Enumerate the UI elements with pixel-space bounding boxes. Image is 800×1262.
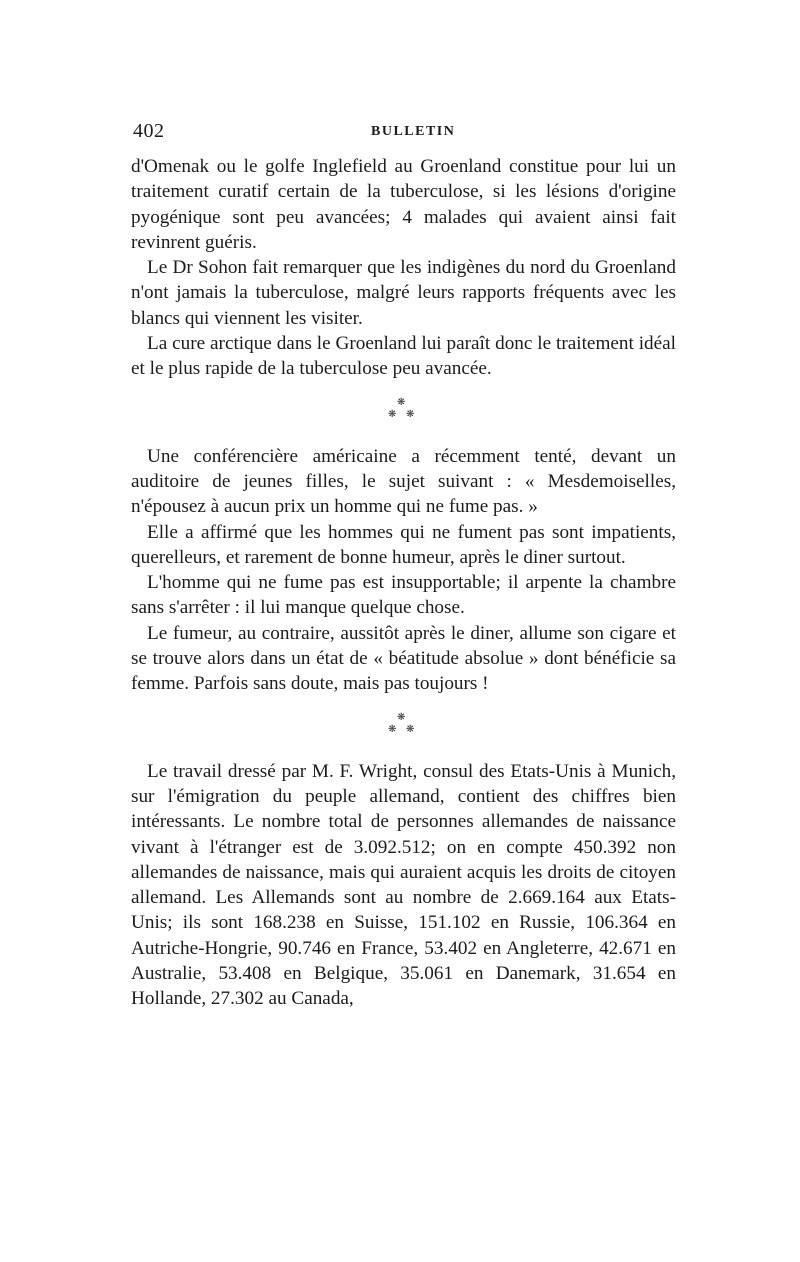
asterism-star-icon: ❋ (388, 408, 397, 420)
section-emigration (131, 759, 676, 1012)
page-header (131, 110, 676, 150)
paragraph: Le Dr Sohon fait remarquer que les indigènes du nord du Groenland n'ont jamais la tuberculose, malgré leurs rapports fréquents avec les blancs qui viennent les visiter. (131, 257, 676, 329)
section-smoking (131, 444, 676, 697)
asterism-star-icon: ❋ (406, 408, 415, 420)
paragraph: d'Omenak ou le golfe Inglefield au Groenland constitue pour lui un traitement curatif certain de la tuberculose, si les lésions d'origine pyogénique sont peu avancées; 4 malades qui avaient ainsi fait revinrent guéris. (131, 156, 676, 253)
asterism-star-icon: ❋ (388, 723, 397, 735)
section-tuberculosis (131, 154, 676, 382)
asterism-star-icon: ❋ (397, 711, 406, 723)
running-head: BULLETIN (371, 124, 456, 139)
paragraph: L'homme qui ne fume pas est insupportable; il arpente la chambre sans s'arrêter : il lui manque quelque chose. (131, 572, 676, 619)
paragraph: La cure arctique dans le Groenland lui paraît donc le traitement idéal et le plus rapide de la tuberculose peu avancée. (131, 333, 676, 380)
document-page (131, 110, 676, 1012)
paragraph: Le travail dressé par M. F. Wright, consul des Etats-Unis à Munich, sur l'émigration du peuple allemand, contient des chiffres bien intéressants. Le nombre total de personnes allemandes de naissance vivant à l'étranger est de 3.092.512; on en compte 450.392 non allemandes de naissance, mais qui auraient acquis les droits de citoyen allemand. Les Allemands sont au nombre de 2.669.164 aux Etats-Unis; ils sont 168.238 en Suisse, 151.102 en Russie, 106.364 en Autriche-Hongrie, 90.746 en France, 53.402 en Angleterre, 42.671 en Australie, 53.408 en Belgique, 35.061 en Danemark, 31.654 en Hollande, 27.302 au Canada, (131, 760, 676, 1010)
asterism-star-icon: ❋ (397, 396, 406, 408)
paragraph: Elle a affirmé que les hommes qui ne fument pas sont impatients, querelleurs, et rarement de bonne humeur, après le diner surtout. (131, 521, 676, 568)
paragraph: Une conférencière américaine a récemment tenté, devant un auditoire de jeunes filles, le sujet suivant : « Mesdemoiselles, n'épousez à aucun prix un homme qui ne fume pas. » (131, 445, 676, 518)
section-separator (131, 390, 676, 432)
page-number: 402 (133, 120, 165, 142)
paragraph: Le fumeur, au contraire, aussitôt après le diner, allume son cigare et se trouve alors dans un état de « béatitude absolue » dont bénéficie sa femme. Parfois sans doute, mais pas toujours ! (131, 622, 676, 695)
asterism-star-icon: ❋ (406, 723, 415, 735)
section-separator (131, 705, 676, 747)
